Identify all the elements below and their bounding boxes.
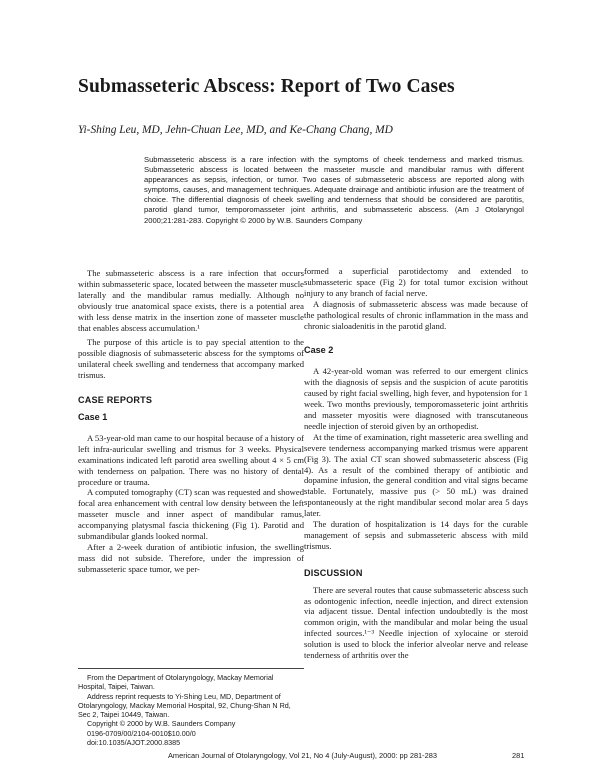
- author-list: Yi-Shing Leu, MD, Jehn-Chuan Lee, MD, and Ke-Chang Chang, MD: [78, 124, 393, 136]
- case-2-paragraph-1: A 42-year-old woman was referred to our emergent clinics with the diagnosis of sepsis and the suspicion of acute parotitis caused by right facial swelling, high fever, and hypotension for 1 week. Two months previously, temporomasseteric joint arthritis and masseter myositis were diagnosed with transcutaneous needle injection of steroid given by an orthopedist.: [304, 366, 528, 431]
- case-2-heading: Case 2: [304, 345, 334, 356]
- case-1-diagnosis-paragraph: A diagnosis of submasseteric abscess was made because of the pathological results of chronic inflammation in the mass and chronic sialoadenitis in the parotid gland.: [304, 298, 528, 331]
- case-1-continued-paragraph: formed a superficial parotidectomy and extended to submasseteric space (Fig 2) for total tumor excision without injury to any branch of facial nerve.: [304, 266, 528, 298]
- copyright-line: Copyright © 2000 by W.B. Saunders Company: [87, 719, 236, 729]
- intro-paragraph-1: The submasseteric abscess is a rare infection that occurs within submasseteric space, located between the masseter muscle laterally and the mandibular ramus medially. Although no obviously true anatomical space exists, there is a potential area with less dense matrix in the insertion zone of masseter muscle that enables abscess accumulation.¹: [78, 268, 304, 333]
- journal-citation-footer: American Journal of Otolaryngology, Vol 21, No 4 (July-August), 2000: pp 281-283: [168, 751, 437, 760]
- case-2-paragraph-2: At the time of examination, right masseteric area swelling and severe tenderness accompanying marked trismus were apparent (Fig 3). The axial CT scan showed submasseteric abscess (Fig 4). As a result of the combined therapy of antibiotic and dopamine infusion, the general condition and vital signs became stable. Fortunately, massive pus (> 50 mL) was drained spontaneously at the right mandibular second molar area 5 days later.: [304, 431, 528, 519]
- issn-line: 0196-0709/00/2104-0010$10.00/0: [87, 728, 196, 738]
- left-column: [78, 268, 304, 575]
- case-1-paragraph-3: After a 2-week duration of antibiotic infusion, the swelling mass did not subside. Therefore, under the impression of submasseteric space tumor, we per-: [78, 541, 304, 574]
- case-reports-heading: CASE REPORTS: [78, 395, 153, 406]
- case-2-paragraph-3: The duration of hospitalization is 14 days for the curable management of sepsis and submasseteric abscess with mild trismus.: [304, 519, 528, 551]
- reprint-footnote: Address reprint requests to Yi-Shing Leu, MD, Department of Otolaryngology, Mackay Memorial Hospital, 92, Chung-Shan N Rd, Sec 2, Taipei 10449, Taiwan.: [78, 691, 291, 720]
- article-title: Submasseteric Abscess: Report of Two Cases: [78, 76, 455, 97]
- case-1-paragraph-1: A 53-year-old man came to our hospital because of a history of left infra-auricular swelling and trismus for 3 weeks. Physical examinations indicated left parotid area swelling about 4 × 5 cm with tenderness on palpation. There was no history of dental procedure or trauma.: [78, 432, 304, 487]
- abstract: Submasseteric abscess is a rare infection with the symptoms of cheek tenderness and marked trismus. Submasseteric abscess is located between the masseter muscle and mandibular ramus with different appearances as sepsis, infection, or tumor. Two cases of submasseteric abscess are reported along with symptoms, causes, and management techniques. Adequate drainage and antibiotic infusion are the treatment of choice. The differential diagnosis of cheek swelling and tenderness that should be considered are parotitis, parotid gland tumor, temporomasseter joint arthritis, and submasseteric abscess. (Am J Otolaryngol 2000;21:281-283. Copyright © 2000 by W.B. Saunders Company: [144, 155, 524, 225]
- case-1-heading: Case 1: [78, 411, 108, 422]
- discussion-paragraph-1: There are several routes that cause submasseteric abscess such as odontogenic infection, needle injection, and direct extension via adjacent tissue. Dental infection undoubtedly is the most common origin, with the mandibular and molar being the usual infected sources.¹⁻³ Needle injection of xylocaine or steroid solution is used to block the inferior alveolar nerve and release tenderness of arthritis over the: [304, 584, 528, 661]
- footnotes: [78, 673, 302, 747]
- doi-line: doi:10.1035/AJOT.2000.8385: [87, 738, 181, 748]
- affiliation-footnote: From the Department of Otolaryngology, Mackay Memorial Hospital, Taipei, Taiwan.: [78, 673, 274, 692]
- case-1-paragraph-2: A computed tomography (CT) scan was requested and showed focal area enhancement with central low density between the left masseter muscle and inner aspect of mandibular ramus, accompanying platysmal fascia thickening (Fig 1). Parotid and submandibular glands looked normal.: [78, 487, 304, 542]
- page-number: 281: [512, 751, 525, 760]
- intro-paragraph-2: The purpose of this article is to pay special attention to the possible diagnosis of submasseteric abscess for the symptoms of unilateral cheek swelling and tenderness that accompany marked trismus.: [78, 337, 304, 381]
- discussion-heading: DISCUSSION: [304, 567, 363, 578]
- right-column: [304, 266, 528, 661]
- footnote-divider: [78, 668, 304, 669]
